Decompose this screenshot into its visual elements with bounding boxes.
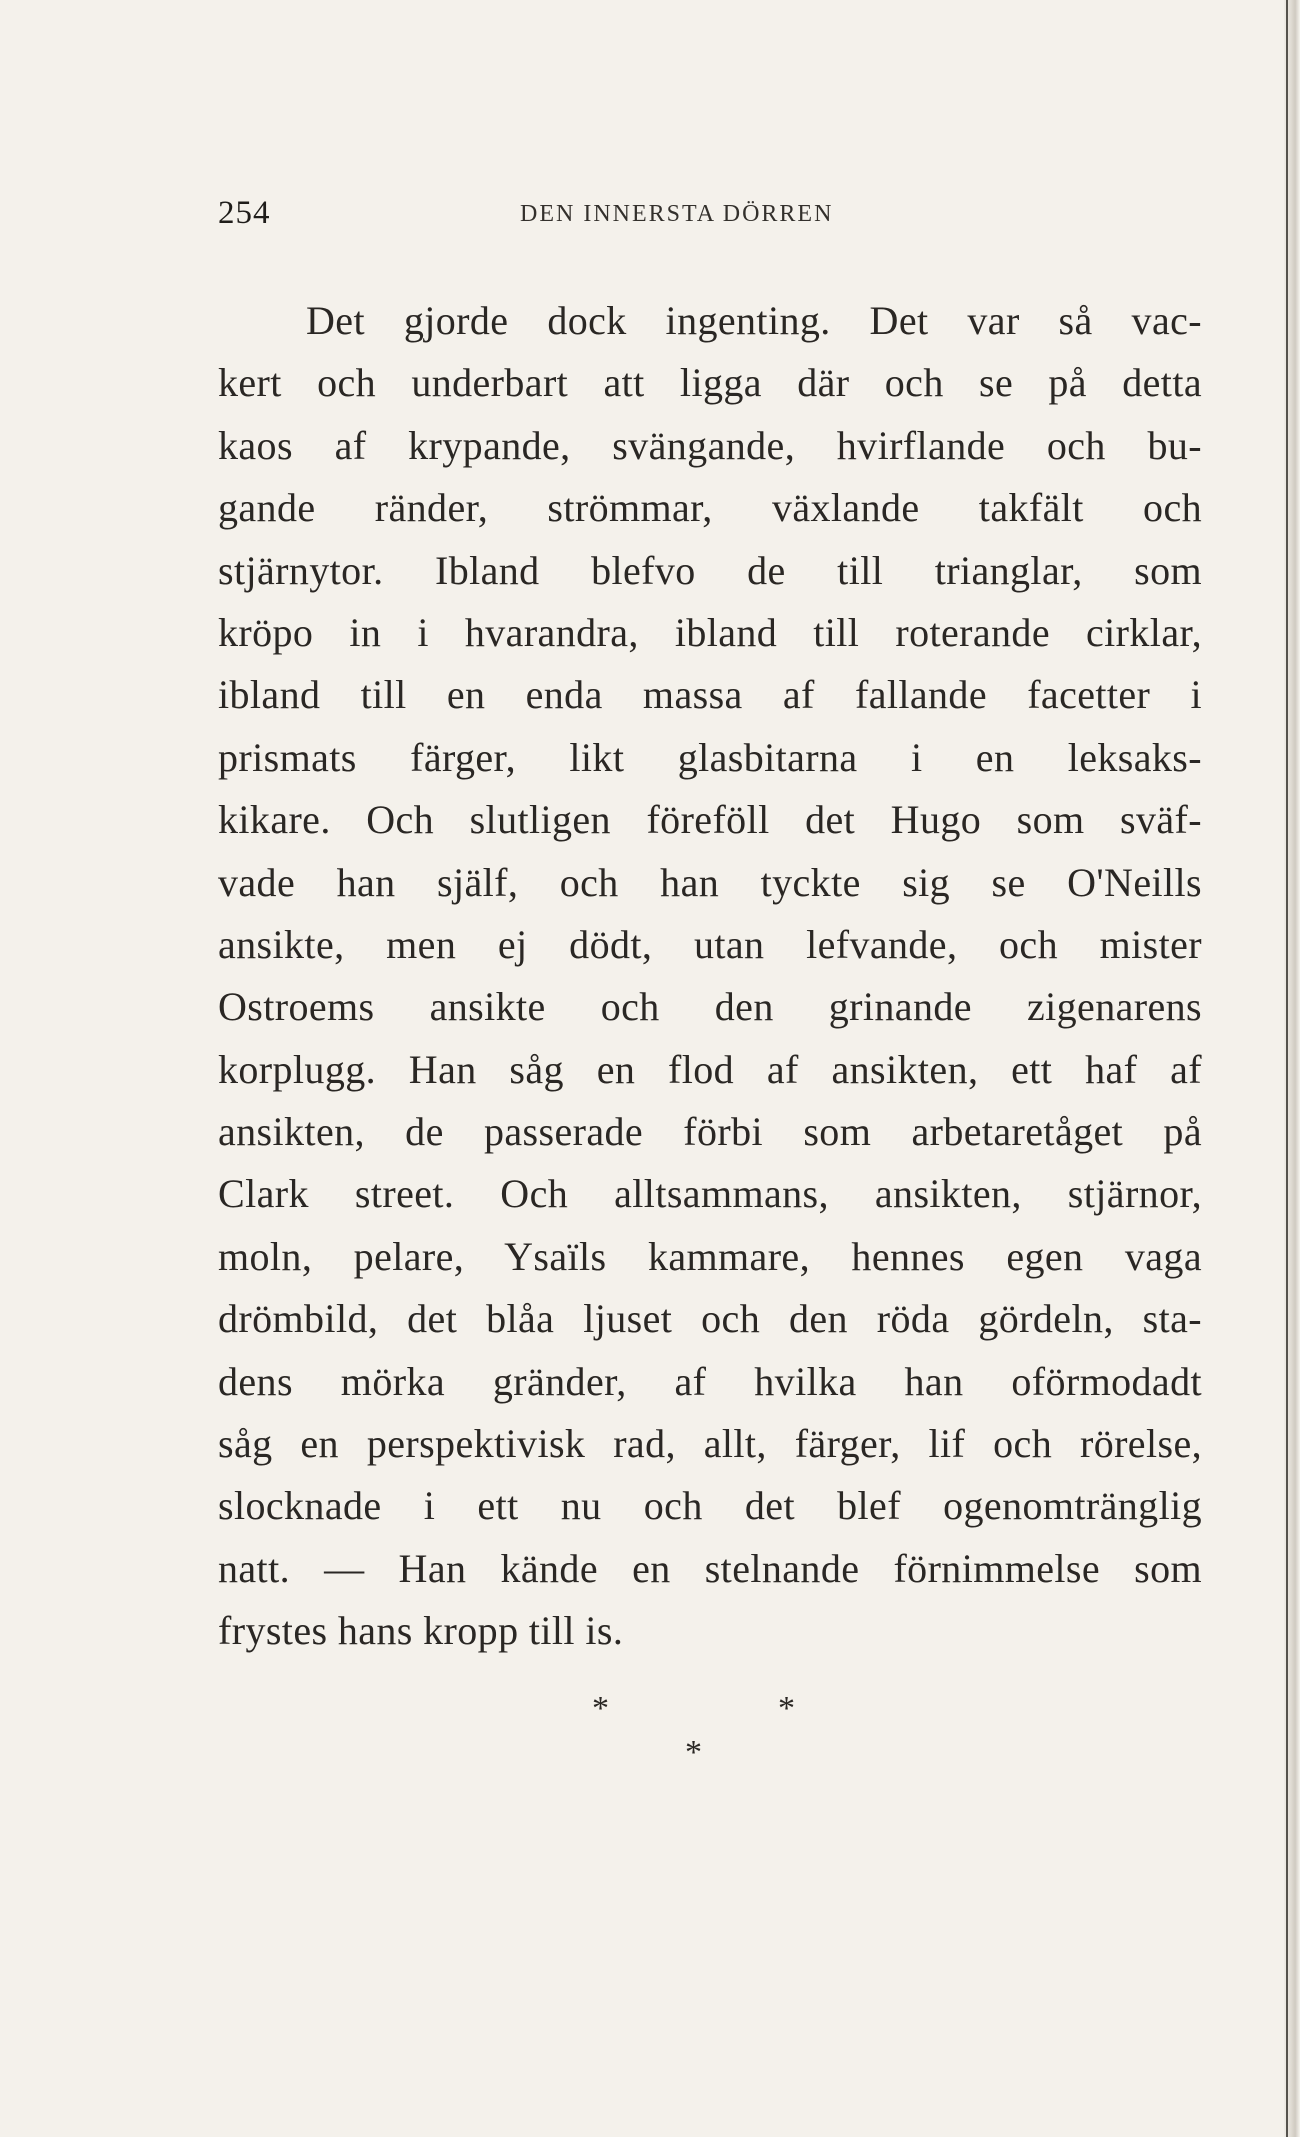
text-line: korplugg. Han såg en flod af ansikten, ett haf af <box>218 1046 1202 1092</box>
text-line: slocknade i ett nu och det blef ogenomtränglig <box>218 1483 1202 1529</box>
text-line: ansikte, men ej dödt, utan lefvande, och mister <box>218 921 1202 967</box>
text-line: kaos af krypande, svängande, hvirflande och bu- <box>218 422 1202 468</box>
asterisk: * <box>592 1690 609 1727</box>
text-line: kröpo in i hvarandra, ibland till roterande cirklar, <box>218 609 1202 655</box>
page-number: 254 <box>218 195 271 231</box>
text-line: Det gjorde dock ingenting. Det var så vac- <box>306 298 1202 343</box>
asterisk: * <box>778 1690 795 1727</box>
page-header <box>218 195 900 235</box>
body-text <box>218 290 1202 1663</box>
text-line: ansikten, de passerade förbi som arbetaretåget på <box>218 1109 1202 1155</box>
text-line: ibland till en enda massa af fallande facetter i <box>218 672 1202 718</box>
text-line: natt. — Han kände en stelnande förnimmelse som <box>218 1545 1202 1591</box>
asterisk: * <box>685 1734 702 1771</box>
text-line: Ostroems ansikte och den grinande zigenarens <box>218 984 1202 1030</box>
text-line: gande ränder, strömmar, växlande takfält och <box>218 485 1202 531</box>
text-line: moln, pelare, Ysaïls kammare, hennes egen vaga <box>218 1233 1202 1279</box>
running-title: DEN INNERSTA DÖRREN <box>520 201 834 227</box>
page-edge-line <box>1286 0 1288 2137</box>
text-line: såg en perspektivisk rad, allt, färger, lif och rörelse, <box>218 1421 1202 1467</box>
text-line: stjärnytor. Ibland blefvo de till trianglar, som <box>218 547 1202 593</box>
text-line: drömbild, det blåa ljuset och den röda gördeln, sta- <box>218 1296 1202 1342</box>
text-line: dens mörka gränder, af hvilka han oförmodadt <box>218 1358 1202 1404</box>
text-line: kert och underbart att ligga där och se på detta <box>218 360 1202 406</box>
section-break-asterisks <box>560 1690 860 1780</box>
text-line: kikare. Och slutligen föreföll det Hugo som sväf- <box>218 797 1202 843</box>
text-line: prismats färger, likt glasbitarna i en leksaks- <box>218 734 1202 780</box>
text-line: Clark street. Och alltsammans, ansikten, stjärnor, <box>218 1171 1202 1217</box>
text-line: frystes hans kropp till is. <box>218 1608 624 1654</box>
text-line: vade han själf, och han tyckte sig se O'Neills <box>218 859 1202 905</box>
